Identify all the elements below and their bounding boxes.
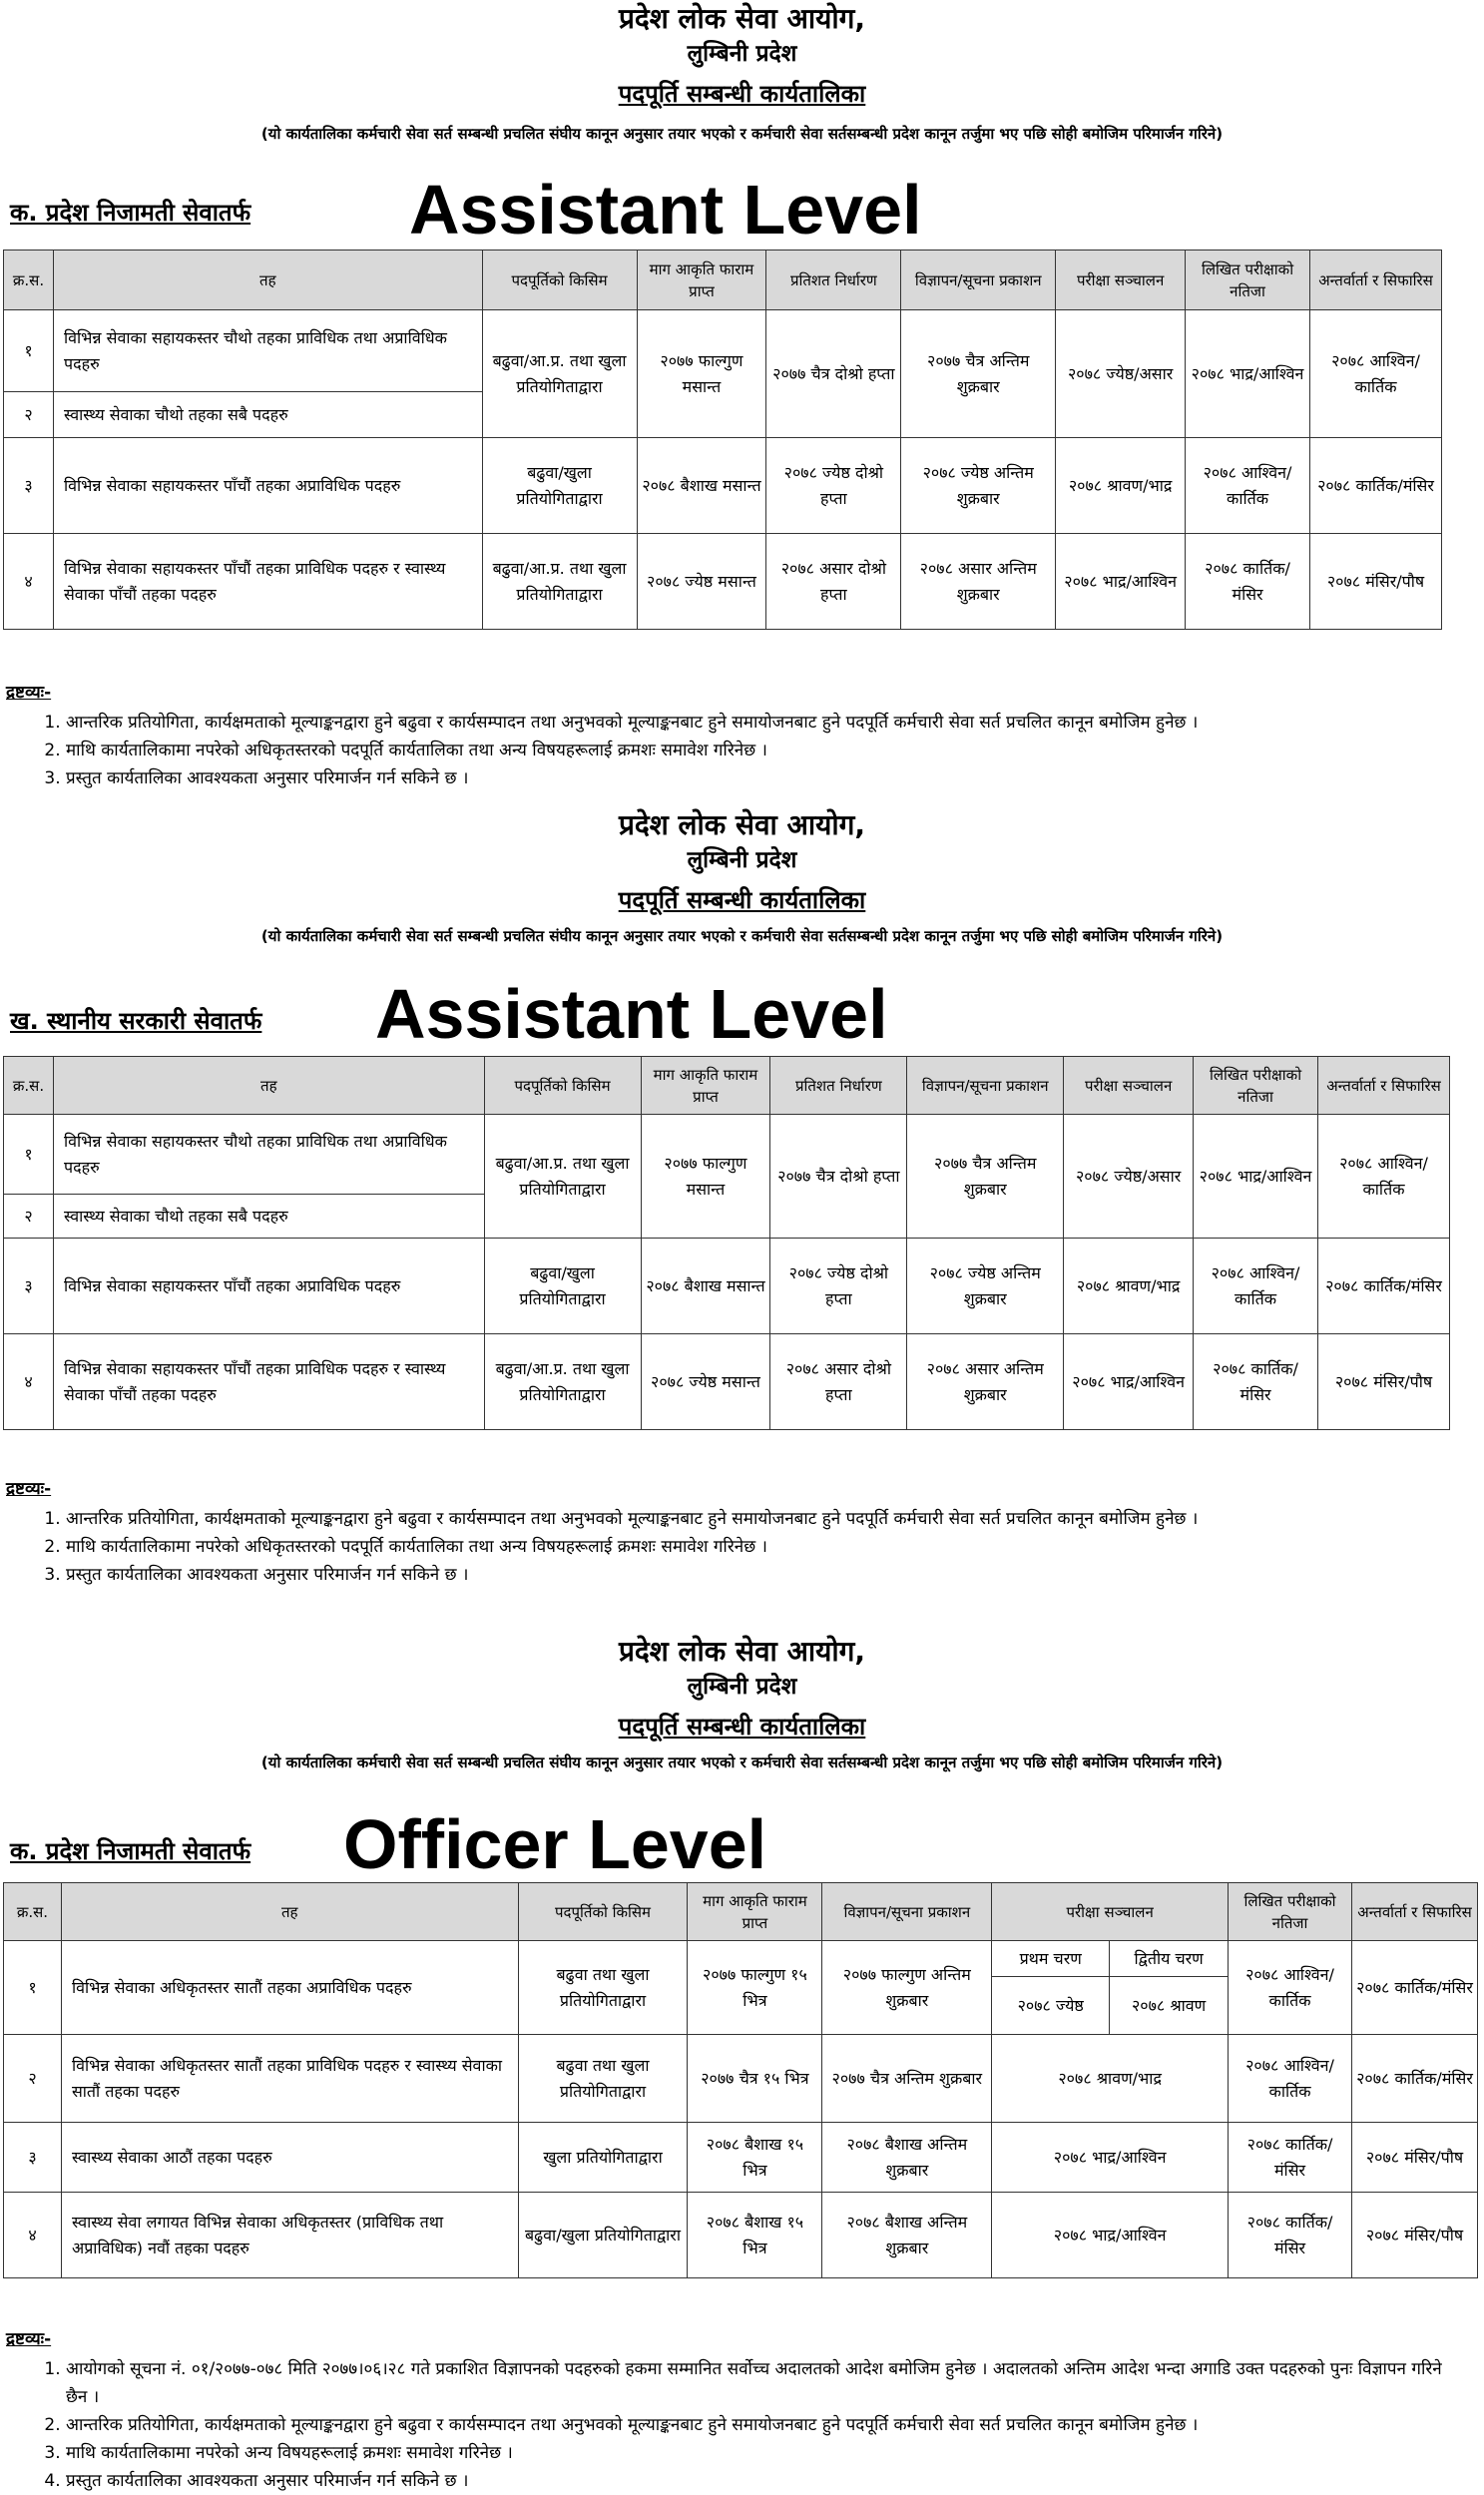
exam-conduct: २०७८ ज्येष्ठ/असार bbox=[1056, 310, 1186, 438]
percentage-fixing: २०७७ चैत्र दोश्रो हप्ता bbox=[766, 310, 901, 438]
note-item: 4. प्रस्तुत कार्यतालिका आवश्यकता अनुसार परिमार्जन गर्न सकिने छ । bbox=[66, 2467, 1463, 2495]
written-result: २०७८ आश्विन/कार्तिक bbox=[1186, 438, 1310, 534]
note-item: 2. माथि कार्यतालिकामा नपरेको अधिकृतस्तरको पदपूर्ति कार्यतालिका तथा अन्य विषयहरूलाई क्रमशः समावेश गरिनेछ । bbox=[66, 737, 1463, 764]
form-received: २०७७ फाल्गुण १५ भित्र bbox=[688, 1941, 822, 2035]
level-cell: विभिन्न सेवाका सहायकस्तर पाँचौं तहका प्राविधिक पदहरु र स्वास्थ्य सेवाका पाँचौं तहका पदहरु bbox=[53, 534, 482, 630]
interview-recommendation: २०७८ आश्विन/कार्तिक bbox=[1318, 1115, 1450, 1239]
exam-conduct: २०७८ श्रावण/भाद्र bbox=[1064, 1239, 1194, 1334]
province-name: लुम्बिनी प्रदेश bbox=[687, 1674, 797, 1700]
column-header: परीक्षा सञ्चालन bbox=[1056, 250, 1186, 310]
exam-phase-1-header: प्रथम चरण bbox=[992, 1941, 1110, 1977]
exam-conduct: २०७८ भाद्र/आश्विन bbox=[992, 2123, 1229, 2193]
column-header: परीक्षा सञ्चालन bbox=[1064, 1057, 1194, 1115]
column-header: अन्तर्वार्ता र सिफारिस bbox=[1310, 250, 1442, 310]
column-header: तह bbox=[53, 250, 482, 310]
column-header: क्र.स. bbox=[4, 250, 54, 310]
notes-block bbox=[6, 1475, 1463, 1589]
column-header: क्र.स. bbox=[4, 1057, 54, 1115]
doc-subtitle: (यो कार्यतालिका कर्मचारी सेवा सर्त सम्बन्धी प्रचलित संघीय कानून अनुसार तयार भएको र कर्मचारी सेवा सर्तसम्बन्धी प्रदेश कानून तर्जुमा भए पछि सोही बमोजिम परिमार्जन गरिने) bbox=[260, 927, 1224, 945]
column-header: माग आकृति फाराम प्राप्त bbox=[637, 250, 766, 310]
notes-title: द्रष्टव्यः- bbox=[6, 683, 52, 703]
column-header: प्रतिशत निर्धारण bbox=[766, 250, 901, 310]
interview-recommendation: २०७८ कार्तिक/मंसिर bbox=[1310, 438, 1442, 534]
percentage-fixing: २०७७ चैत्र दोश्रो हप्ता bbox=[770, 1115, 907, 1239]
advertisement: २०७८ ज्येष्ठ अन्तिम शुक्रबार bbox=[907, 1239, 1064, 1334]
serial-number: १ bbox=[4, 1941, 62, 2035]
org-name: प्रदेश लोक सेवा आयोग, bbox=[618, 2, 866, 35]
exam-conduct: २०७८ भाद्र/आश्विन bbox=[1064, 1334, 1194, 1430]
form-received: २०७८ बैशाख १५ भित्र bbox=[688, 2193, 822, 2278]
column-header: अन्तर्वार्ता र सिफारिस bbox=[1351, 1883, 1477, 1941]
exam-phase-2-header: द्वितीय चरण bbox=[1110, 1941, 1229, 1977]
note-item: 2. आन्तरिक प्रतियोगिता, कार्यक्षमताको मूल्याङ्कनद्वारा हुने बढुवा र कार्यसम्पादन तथा अनुभवको मूल्याङ्कनबाट हुने समायोजनबाट हुने पदपूर्ति कर्मचारी सेवा सर्त प्रचलित कानून बमोजिम हुनेछ । bbox=[66, 2411, 1463, 2439]
recruitment-type: खुला प्रतियोगिताद्वारा bbox=[518, 2123, 688, 2193]
recruitment-type: बढुवा तथा खुला प्रतियोगिताद्वारा bbox=[518, 1941, 688, 2035]
column-header: विज्ञापन/सूचना प्रकाशन bbox=[907, 1057, 1064, 1115]
table-row bbox=[4, 1941, 1478, 1977]
column-header: तह bbox=[53, 1057, 484, 1115]
advertisement: २०७८ असार अन्तिम शुक्रबार bbox=[907, 1334, 1064, 1430]
column-header: माग आकृति फाराम प्राप्त bbox=[641, 1057, 770, 1115]
doc-subtitle: (यो कार्यतालिका कर्मचारी सेवा सर्त सम्बन्धी प्रचलित संघीय कानून अनुसार तयार भएको र कर्मचारी सेवा सर्तसम्बन्धी प्रदेश कानून तर्जुमा भए पछि सोही बमोजिम परिमार्जन गरिने) bbox=[260, 1753, 1224, 1771]
form-received: २०७८ बैशाख मसान्त bbox=[637, 438, 766, 534]
advertisement: २०७८ बैशाख अन्तिम शुक्रबार bbox=[822, 2193, 992, 2278]
schedule-table bbox=[3, 1056, 1450, 1430]
exam-conduct: २०७८ श्रावण/भाद्र bbox=[1056, 438, 1186, 534]
column-header: माग आकृति फाराम प्राप्त bbox=[688, 1883, 822, 1941]
serial-number: १ bbox=[4, 1115, 54, 1195]
table-header-row bbox=[4, 1057, 1450, 1115]
level-heading: Assistant Level bbox=[375, 975, 888, 1053]
level-cell: स्वास्थ्य सेवाका चौथो तहका सबै पदहरु bbox=[53, 392, 482, 438]
table-row bbox=[4, 310, 1442, 392]
column-header: विज्ञापन/सूचना प्रकाशन bbox=[822, 1883, 992, 1941]
level-cell: विभिन्न सेवाका अधिकृतस्तर सातौं तहका अप्राविधिक पदहरु bbox=[61, 1941, 518, 2035]
recruitment-type: बढुवा तथा खुला प्रतियोगिताद्वारा bbox=[518, 2035, 688, 2123]
schedule-table bbox=[3, 250, 1442, 630]
interview-recommendation: २०७८ कार्तिक/मंसिर bbox=[1351, 1941, 1477, 2035]
advertisement: २०७८ असार अन्तिम शुक्रबार bbox=[901, 534, 1056, 630]
column-header: अन्तर्वार्ता र सिफारिस bbox=[1318, 1057, 1450, 1115]
exam-conduct: २०७८ ज्येष्ठ/असार bbox=[1064, 1115, 1194, 1239]
note-item: 1. आन्तरिक प्रतियोगिता, कार्यक्षमताको मूल्याङ्कनद्वारा हुने बढुवा र कार्यसम्पादन तथा अनुभवको मूल्याङ्कनबाट हुने समायोजनबाट हुने पदपूर्ति कर्मचारी सेवा सर्त प्रचलित कानून बमोजिम हुनेछ । bbox=[66, 1505, 1463, 1533]
recruitment-type: बढुवा/आ.प्र. तथा खुला प्रतियोगिताद्वारा bbox=[484, 1334, 641, 1430]
form-received: २०७७ फाल्गुण मसान्त bbox=[641, 1115, 770, 1239]
serial-number: ३ bbox=[4, 438, 54, 534]
column-header: तह bbox=[61, 1883, 518, 1941]
serial-number: २ bbox=[4, 1195, 54, 1239]
doc-title: पदपूर्ति सम्बन्धी कार्यतालिका bbox=[618, 80, 866, 108]
column-header: लिखित परीक्षाको नतिजा bbox=[1194, 1057, 1318, 1115]
note-item: 1. आयोगको सूचना नं. ०१/२०७७-०७८ मिति २०७७।०६।२८ गते प्रकाशित विज्ञापनको पदहरुको हकमा सम्मानित सर्वोच्च अदालतको आदेश बमोजिम हुनेछ । अदालतको अन्तिम आदेश भन्दा अगाडि उक्त पदहरुको पुनः विज्ञापन गरिने छैन । bbox=[66, 2355, 1463, 2411]
written-result: २०७८ आश्विन/कार्तिक bbox=[1229, 2035, 1352, 2123]
level-cell: स्वास्थ्य सेवाका आठौं तहका पदहरु bbox=[61, 2123, 518, 2193]
interview-recommendation: २०७८ कार्तिक/मंसिर bbox=[1351, 2035, 1477, 2123]
written-result: २०७८ आश्विन/कार्तिक bbox=[1229, 1941, 1352, 2035]
province-name: लुम्बिनी प्रदेश bbox=[687, 41, 797, 67]
exam-conduct: २०७८ भाद्र/आश्विन bbox=[1056, 534, 1186, 630]
level-cell: विभिन्न सेवाका सहायकस्तर पाँचौं तहका प्राविधिक पदहरु र स्वास्थ्य सेवाका पाँचौं तहका पदहरु bbox=[53, 1334, 484, 1430]
form-received: २०७७ फाल्गुण मसान्त bbox=[637, 310, 766, 438]
percentage-fixing: २०७८ असार दोश्रो हप्ता bbox=[770, 1334, 907, 1430]
advertisement: २०७७ चैत्र अन्तिम शुक्रबार bbox=[907, 1115, 1064, 1239]
exam-conduct: २०७८ भाद्र/आश्विन bbox=[992, 2193, 1229, 2278]
header-block-1 bbox=[0, 0, 1484, 146]
exam-phase-1: २०७८ ज्येष्ठ bbox=[992, 1977, 1110, 2035]
interview-recommendation: २०७८ मंसिर/पौष bbox=[1318, 1334, 1450, 1430]
written-result: २०७८ भाद्र/आश्विन bbox=[1186, 310, 1310, 438]
level-heading: Assistant Level bbox=[409, 171, 922, 249]
column-header: पदपूर्तिको किसिम bbox=[518, 1883, 688, 1941]
column-header: क्र.स. bbox=[4, 1883, 62, 1941]
org-name: प्रदेश लोक सेवा आयोग, bbox=[618, 808, 866, 841]
interview-recommendation: २०७८ आश्विन/कार्तिक bbox=[1310, 310, 1442, 438]
advertisement: २०७७ फाल्गुण अन्तिम शुक्रबार bbox=[822, 1941, 992, 2035]
table-row bbox=[4, 1115, 1450, 1195]
level-cell: स्वास्थ्य सेवाका चौथो तहका सबै पदहरु bbox=[53, 1195, 484, 1239]
header-block-3 bbox=[0, 1633, 1484, 1774]
advertisement: २०७७ चैत्र अन्तिम शुक्रबार bbox=[822, 2035, 992, 2123]
table-row bbox=[4, 438, 1442, 534]
table-row bbox=[4, 1239, 1450, 1334]
recruitment-type: बढुवा/आ.प्र. तथा खुला प्रतियोगिताद्वारा bbox=[482, 534, 637, 630]
table-header-row bbox=[4, 1883, 1478, 1941]
serial-number: ४ bbox=[4, 534, 54, 630]
recruitment-type: बढुवा/खुला प्रतियोगिताद्वारा bbox=[484, 1239, 641, 1334]
written-result: २०७८ कार्तिक/मंसिर bbox=[1194, 1334, 1318, 1430]
interview-recommendation: २०७८ मंसिर/पौष bbox=[1351, 2193, 1477, 2278]
form-received: २०७८ बैशाख मसान्त bbox=[641, 1239, 770, 1334]
serial-number: ३ bbox=[4, 2123, 62, 2193]
column-header: लिखित परीक्षाको नतिजा bbox=[1186, 250, 1310, 310]
province-name: लुम्बिनी प्रदेश bbox=[687, 847, 797, 873]
written-result: २०७८ कार्तिक/मंसिर bbox=[1186, 534, 1310, 630]
table-row bbox=[4, 2123, 1478, 2193]
written-result: २०७८ आश्विन/कार्तिक bbox=[1194, 1239, 1318, 1334]
recruitment-type: बढुवा/आ.प्र. तथा खुला प्रतियोगिताद्वारा bbox=[482, 310, 637, 438]
serial-number: १ bbox=[4, 310, 54, 392]
percentage-fixing: २०७८ ज्येष्ठ दोश्रो हप्ता bbox=[766, 438, 901, 534]
level-heading: Officer Level bbox=[343, 1805, 767, 1883]
written-result: २०७८ कार्तिक/मंसिर bbox=[1229, 2193, 1352, 2278]
note-item: 2. माथि कार्यतालिकामा नपरेको अधिकृतस्तरको पदपूर्ति कार्यतालिका तथा अन्य विषयहरूलाई क्रमशः समावेश गरिनेछ । bbox=[66, 1533, 1463, 1561]
note-item: 3. प्रस्तुत कार्यतालिका आवश्यकता अनुसार परिमार्जन गर्न सकिने छ । bbox=[66, 1561, 1463, 1589]
recruitment-type: बढुवा/आ.प्र. तथा खुला प्रतियोगिताद्वारा bbox=[484, 1115, 641, 1239]
level-cell: विभिन्न सेवाका सहायकस्तर चौथो तहका प्राविधिक तथा अप्राविधिक पदहरु bbox=[53, 310, 482, 392]
note-item: 1. आन्तरिक प्रतियोगिता, कार्यक्षमताको मूल्याङ्कनद्वारा हुने बढुवा र कार्यसम्पादन तथा अनुभवको मूल्याङ्कनबाट हुने समायोजनबाट हुने पदपूर्ति कर्मचारी सेवा सर्त प्रचलित कानून बमोजिम हुनेछ । bbox=[66, 709, 1463, 737]
column-header: विज्ञापन/सूचना प्रकाशन bbox=[901, 250, 1056, 310]
interview-recommendation: २०७८ मंसिर/पौष bbox=[1351, 2123, 1477, 2193]
recruitment-type: बढुवा/खुला प्रतियोगिताद्वारा bbox=[482, 438, 637, 534]
level-cell: स्वास्थ्य सेवा लगायत विभिन्न सेवाका अधिकृतस्तर (प्राविधिक तथा अप्राविधिक) नवौं तहका पदहरु bbox=[61, 2193, 518, 2278]
level-cell: विभिन्न सेवाका सहायकस्तर पाँचौं तहका अप्राविधिक पदहरु bbox=[53, 438, 482, 534]
table-row bbox=[4, 1334, 1450, 1430]
service-heading: क. प्रदेश निजामती सेवातर्फ bbox=[10, 199, 251, 227]
level-cell: विभिन्न सेवाका अधिकृतस्तर सातौं तहका प्राविधिक पदहरु र स्वास्थ्य सेवाका सातौं तहका पदहरु bbox=[61, 2035, 518, 2123]
form-received: २०७८ ज्येष्ठ मसान्त bbox=[637, 534, 766, 630]
percentage-fixing: २०७८ ज्येष्ठ दोश्रो हप्ता bbox=[770, 1239, 907, 1334]
level-cell: विभिन्न सेवाका सहायकस्तर पाँचौं तहका अप्राविधिक पदहरु bbox=[53, 1239, 484, 1334]
note-item: 3. माथि कार्यतालिकामा नपरेको अन्य विषयहरूलाई क्रमशः समावेश गरिनेछ । bbox=[66, 2439, 1463, 2467]
table-row bbox=[4, 2035, 1478, 2123]
notes-title: द्रष्टव्यः- bbox=[6, 1479, 52, 1499]
note-item: 3. प्रस्तुत कार्यतालिका आवश्यकता अनुसार परिमार्जन गर्न सकिने छ । bbox=[66, 764, 1463, 792]
recruitment-type: बढुवा/खुला प्रतियोगिताद्वारा bbox=[518, 2193, 688, 2278]
form-received: २०७७ चैत्र १५ भित्र bbox=[688, 2035, 822, 2123]
serial-number: ४ bbox=[4, 2193, 62, 2278]
table-row bbox=[4, 2193, 1478, 2278]
written-result: २०७८ कार्तिक/मंसिर bbox=[1229, 2123, 1352, 2193]
form-received: २०७८ बैशाख १५ भित्र bbox=[688, 2123, 822, 2193]
doc-title: पदपूर्ति सम्बन्धी कार्यतालिका bbox=[618, 1713, 866, 1741]
interview-recommendation: २०७८ मंसिर/पौष bbox=[1310, 534, 1442, 630]
table-header-row bbox=[4, 250, 1442, 310]
advertisement: २०७७ चैत्र अन्तिम शुक्रबार bbox=[901, 310, 1056, 438]
notes-title: द्रष्टव्यः- bbox=[6, 2329, 52, 2349]
org-name: प्रदेश लोक सेवा आयोग, bbox=[618, 1635, 866, 1668]
form-received: २०७८ ज्येष्ठ मसान्त bbox=[641, 1334, 770, 1430]
column-header: पदपूर्तिको किसिम bbox=[482, 250, 637, 310]
exam-phase-2: २०७८ श्रावण bbox=[1110, 1977, 1229, 2035]
doc-title: पदपूर्ति सम्बन्धी कार्यतालिका bbox=[618, 886, 866, 914]
serial-number: ३ bbox=[4, 1239, 54, 1334]
serial-number: २ bbox=[4, 2035, 62, 2123]
advertisement: २०७८ ज्येष्ठ अन्तिम शुक्रबार bbox=[901, 438, 1056, 534]
notes-block bbox=[6, 679, 1463, 792]
column-header: पदपूर्तिको किसिम bbox=[484, 1057, 641, 1115]
schedule-table bbox=[3, 1882, 1478, 2278]
notes-block bbox=[6, 2325, 1463, 2495]
column-header: परीक्षा सञ्चालन bbox=[992, 1883, 1229, 1941]
advertisement: २०७८ बैशाख अन्तिम शुक्रबार bbox=[822, 2123, 992, 2193]
serial-number: २ bbox=[4, 392, 54, 438]
column-header: लिखित परीक्षाको नतिजा bbox=[1229, 1883, 1352, 1941]
interview-recommendation: २०७८ कार्तिक/मंसिर bbox=[1318, 1239, 1450, 1334]
service-heading: ख. स्थानीय सरकारी सेवातर्फ bbox=[10, 1007, 262, 1035]
column-header: प्रतिशत निर्धारण bbox=[770, 1057, 907, 1115]
exam-conduct: २०७८ श्रावण/भाद्र bbox=[992, 2035, 1229, 2123]
doc-subtitle: (यो कार्यतालिका कर्मचारी सेवा सर्त सम्बन्धी प्रचलित संघीय कानून अनुसार तयार भएको र कर्मचारी सेवा सर्तसम्बन्धी प्रदेश कानून तर्जुमा भए पछि सोही बमोजिम परिमार्जन गरिने) bbox=[260, 125, 1224, 143]
written-result: २०७८ भाद्र/आश्विन bbox=[1194, 1115, 1318, 1239]
table-row bbox=[4, 534, 1442, 630]
header-block-2 bbox=[0, 806, 1484, 948]
percentage-fixing: २०७८ असार दोश्रो हप्ता bbox=[766, 534, 901, 630]
service-heading: क. प्रदेश निजामती सेवातर्फ bbox=[10, 1837, 251, 1865]
serial-number: ४ bbox=[4, 1334, 54, 1430]
level-cell: विभिन्न सेवाका सहायकस्तर चौथो तहका प्राविधिक तथा अप्राविधिक पदहरु bbox=[53, 1115, 484, 1195]
